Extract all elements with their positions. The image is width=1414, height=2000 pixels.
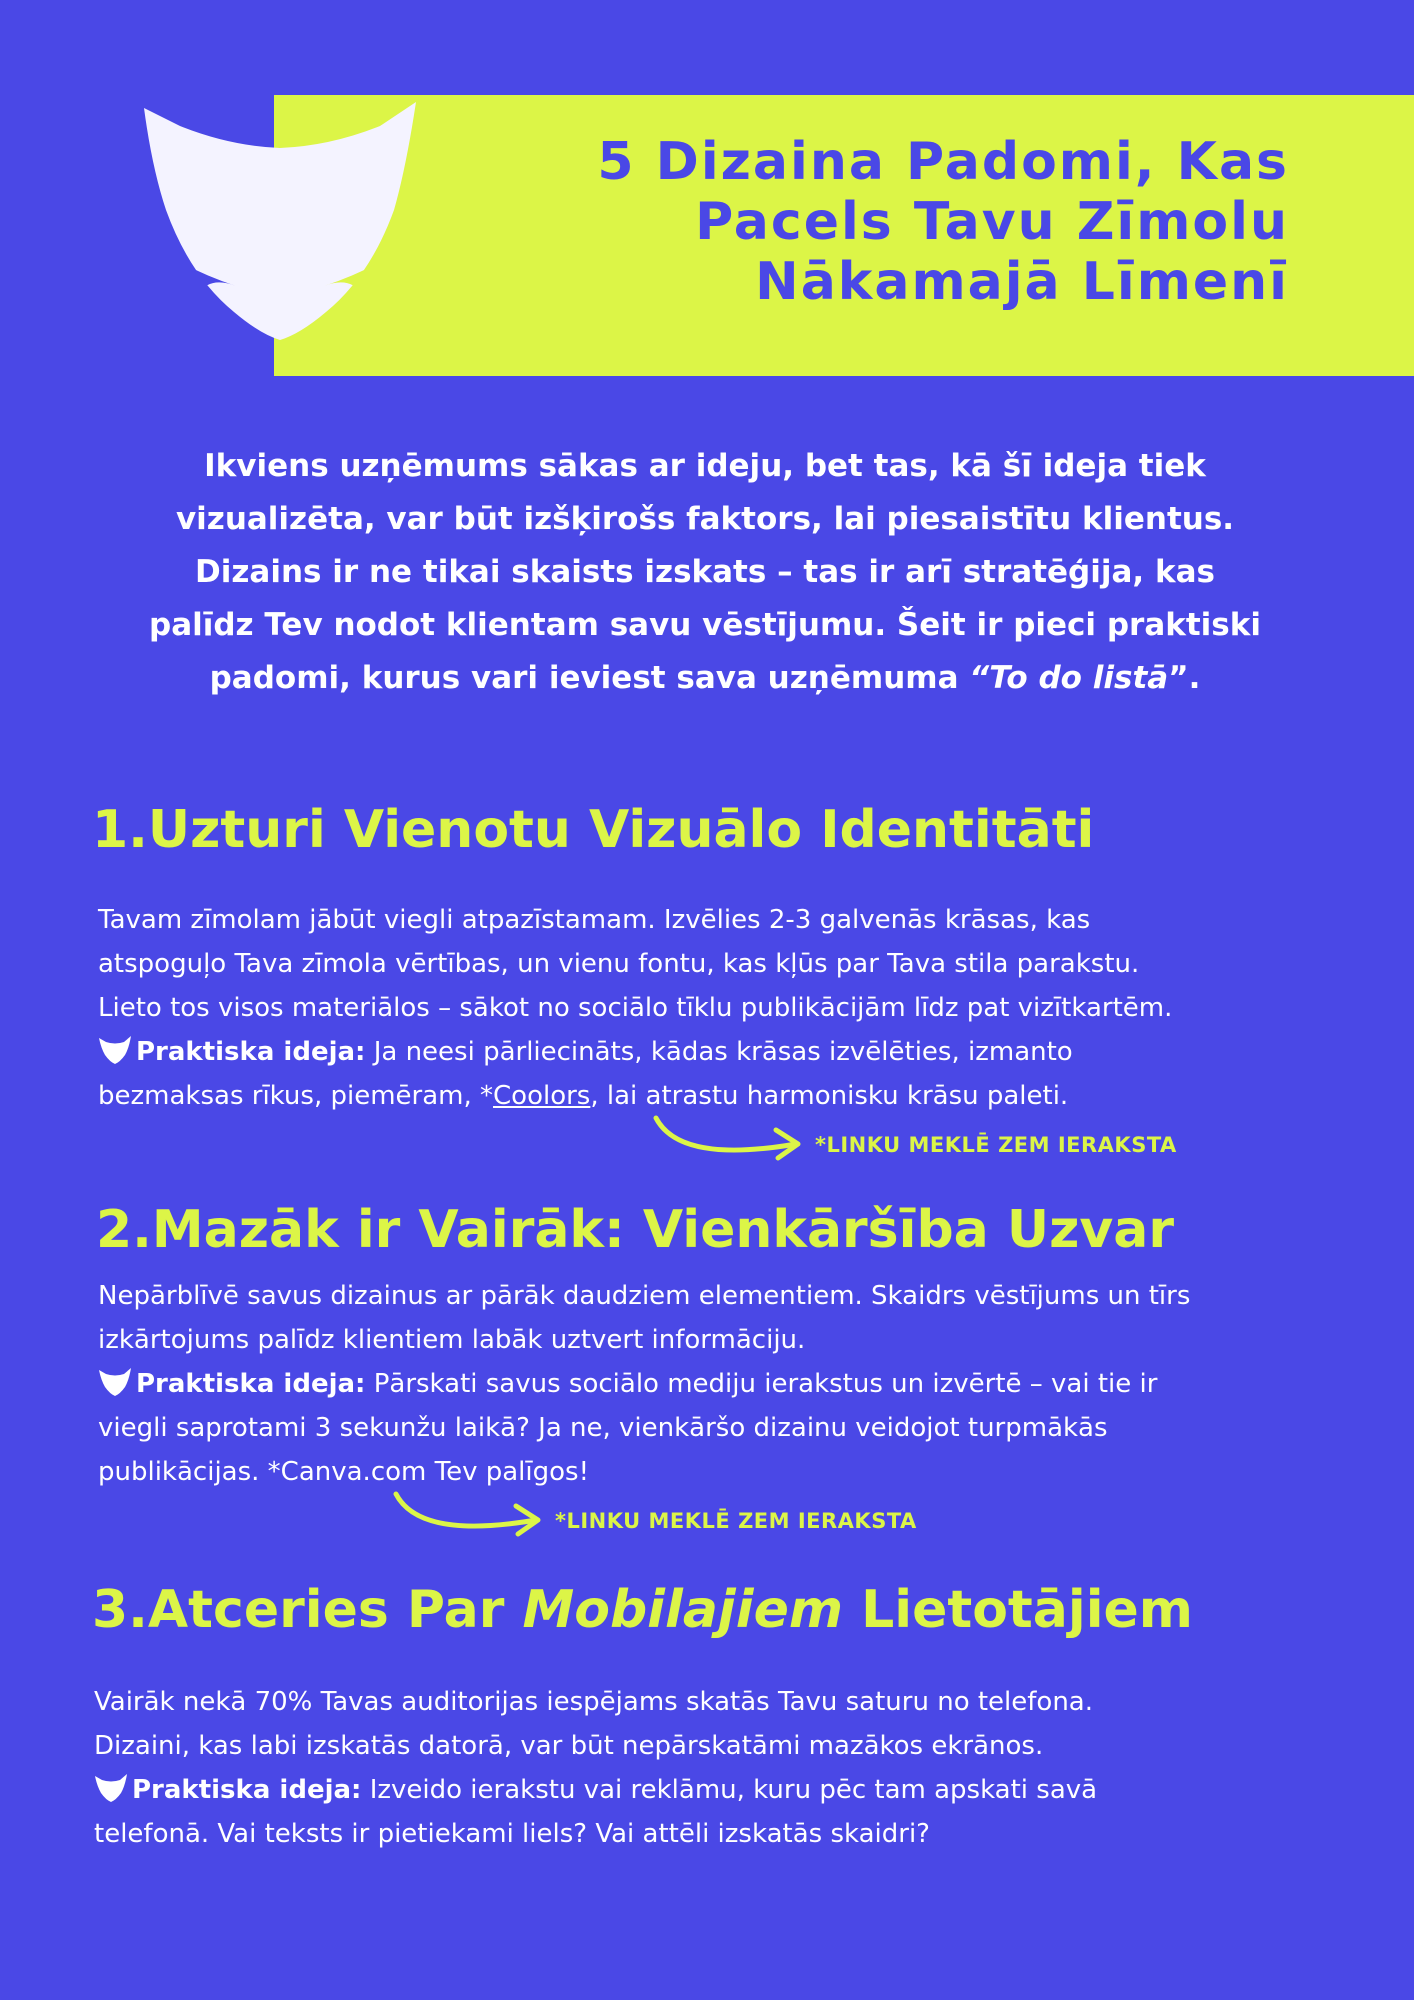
fox-bullet-icon bbox=[98, 1035, 132, 1065]
intro-last-end: ”. bbox=[1168, 660, 1201, 696]
intro-line: Dizains ir ne tikai skaists izskats – tas ir arī stratēģija, kas bbox=[195, 554, 1215, 590]
title-line: Pacels Tavu Zīmolu bbox=[695, 192, 1289, 252]
section-1-heading: 1.Uzturi Vienotu Vizuālo Identitāti bbox=[92, 800, 1095, 860]
heading-italic: Mobilajiem bbox=[522, 1580, 844, 1640]
body-line: telefonā. Vai teksts ir pietiekami liels? Vai attēli izskatās skaidri? bbox=[94, 1819, 930, 1849]
fox-bullet-icon bbox=[94, 1773, 128, 1803]
link-note: *LINKU MEKLĒ ZEM IERAKSTA bbox=[815, 1133, 1177, 1157]
section-3-body bbox=[94, 1680, 1097, 1856]
arrow-icon bbox=[650, 1112, 810, 1170]
section-1-body bbox=[98, 898, 1172, 1118]
tip-text: Izveido ierakstu vai reklāmu, kuru pēc tam apskati savā bbox=[361, 1775, 1098, 1805]
intro-paragraph bbox=[90, 440, 1320, 705]
section-2-heading: 2.Mazāk ir Vairāk: Vienkāršība Uzvar bbox=[96, 1200, 1174, 1260]
section-2-body bbox=[98, 1274, 1190, 1494]
tip-text: Pārskati savus sociālo mediju ierakstus un izvērtē – vai tie ir bbox=[365, 1369, 1158, 1399]
intro-line: palīdz Tev nodot klientam savu vēstījumu. Šeit ir pieci praktiski bbox=[149, 607, 1261, 643]
intro-line-last bbox=[90, 652, 1320, 705]
section-3-heading bbox=[92, 1580, 1193, 1640]
page-title bbox=[389, 132, 1289, 312]
body-line: publikācijas. *Canva.com Tev palīgos! bbox=[98, 1457, 589, 1487]
title-line: Nākamajā Līmenī bbox=[755, 252, 1289, 312]
tip-label: Praktiska ideja: bbox=[136, 1037, 366, 1067]
fox-logo-icon bbox=[140, 98, 420, 343]
tip-label: Praktiska ideja: bbox=[136, 1369, 366, 1399]
body-line: izkārtojums palīdz klientiem labāk uztvert informāciju. bbox=[98, 1325, 806, 1355]
intro-last-italic: “To do listā bbox=[969, 660, 1169, 696]
tip-line bbox=[98, 1030, 1172, 1074]
body-line: Lieto tos visos materiālos – sākot no sociālo tīklu publikācijām līdz pat vizītkartēm. bbox=[98, 993, 1173, 1023]
tip-line2-end: , lai atrastu harmonisku krāsu paleti. bbox=[590, 1081, 1069, 1111]
body-line: Vairāk nekā 70% Tavas auditorijas iespējams skatās Tavu saturu no telefona. bbox=[94, 1687, 1094, 1717]
tip-line-2 bbox=[98, 1074, 1172, 1118]
heading-end: Lietotājiem bbox=[843, 1580, 1193, 1640]
tip-text: Ja neesi pārliecināts, kādas krāsas izvēlēties, izmanto bbox=[365, 1037, 1073, 1067]
body-line: Tavam zīmolam jābūt viegli atpazīstamam. Izvēlies 2-3 galvenās krāsas, kas bbox=[98, 905, 1091, 935]
tip-label: Praktiska ideja: bbox=[132, 1775, 362, 1805]
tip-line bbox=[98, 1362, 1190, 1406]
coolors-link[interactable]: Coolors bbox=[493, 1081, 591, 1111]
arrow-icon bbox=[390, 1488, 550, 1546]
link-note: *LINKU MEKLĒ ZEM IERAKSTA bbox=[555, 1509, 917, 1533]
body-line: Dizaini, kas labi izskatās datorā, var būt nepārskatāmi mazākos ekrānos. bbox=[94, 1731, 1044, 1761]
fox-bullet-icon bbox=[98, 1367, 132, 1397]
intro-last-start: padomi, kurus vari ieviest sava uzņēmuma bbox=[209, 660, 970, 696]
body-line: atspoguļo Tava zīmola vērtības, un vienu fontu, kas kļūs par Tava stila parakstu. bbox=[98, 949, 1140, 979]
tip-line2-start: bezmaksas rīkus, piemēram, * bbox=[98, 1081, 494, 1111]
heading-start: 3.Atceries Par bbox=[92, 1580, 523, 1640]
intro-line: vizualizēta, var būt izšķirošs faktors, lai piesaistītu klientus. bbox=[175, 501, 1235, 537]
title-line: 5 Dizaina Padomi, Kas bbox=[597, 132, 1289, 192]
body-line: viegli saprotami 3 sekunžu laikā? Ja ne, vienkāršo dizainu veidojot turpmākās bbox=[98, 1413, 1108, 1443]
tip-line bbox=[94, 1768, 1097, 1812]
body-line: Nepārblīvē savus dizainus ar pārāk daudziem elementiem. Skaidrs vēstījums un tīrs bbox=[98, 1281, 1191, 1311]
intro-line: Ikviens uzņēmums sākas ar ideju, bet tas, kā šī ideja tiek bbox=[204, 448, 1206, 484]
